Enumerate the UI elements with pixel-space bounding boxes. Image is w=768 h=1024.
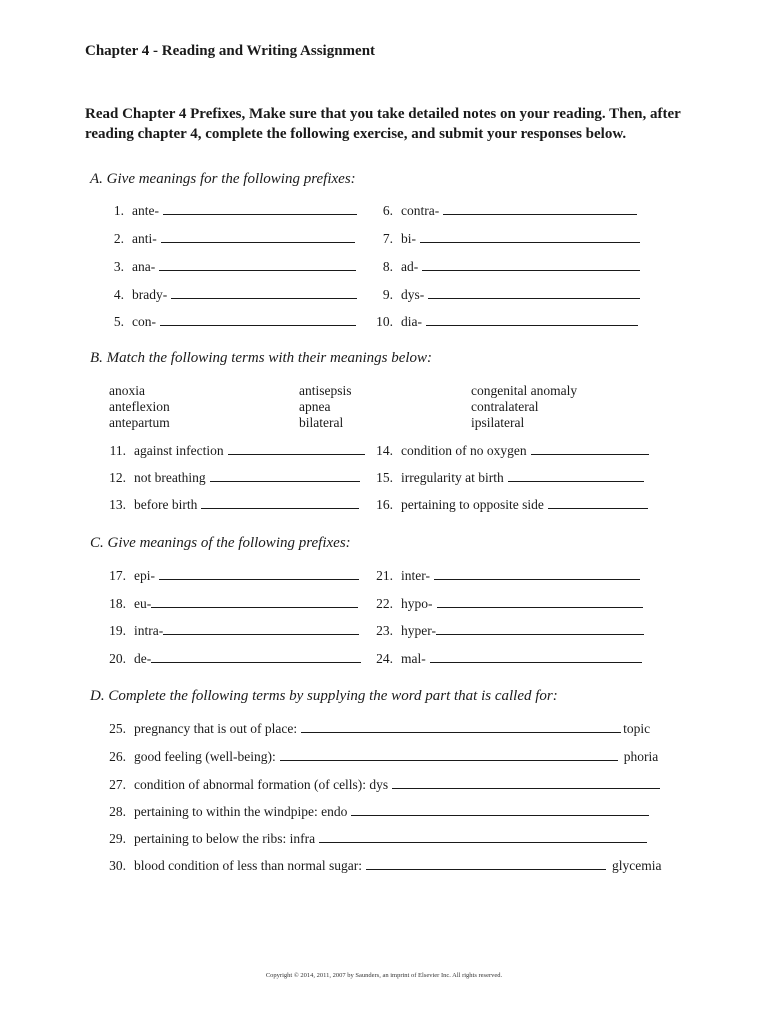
answer-blank[interactable] xyxy=(301,720,621,733)
answer-blank[interactable] xyxy=(426,313,638,326)
item-number: 18. xyxy=(109,596,126,611)
item-text: contra- xyxy=(401,203,440,218)
item-number: 24. xyxy=(376,651,393,666)
item-number: 7. xyxy=(382,231,393,246)
section-d-heading: D. Complete the following terms by supplying the word part that is called for: xyxy=(90,688,558,704)
item-number: 29. xyxy=(109,831,126,846)
prefix-item xyxy=(108,286,357,303)
item-text: epi- xyxy=(134,568,155,583)
prefix-item xyxy=(108,258,356,275)
answer-blank[interactable] xyxy=(280,748,618,761)
item-text: mal- xyxy=(401,651,426,666)
item-text: irregularity at birth xyxy=(401,470,504,485)
answer-blank[interactable] xyxy=(351,803,649,816)
item-number: 12. xyxy=(109,470,126,485)
item-number: 22. xyxy=(376,596,393,611)
word-part-item xyxy=(106,857,661,874)
item-text: inter- xyxy=(401,568,430,583)
item-text: against infection xyxy=(134,443,224,458)
answer-blank[interactable] xyxy=(392,776,660,789)
item-number: 30. xyxy=(109,858,126,873)
item-number: 25. xyxy=(109,721,126,736)
item-text: ante- xyxy=(132,203,159,218)
item-text: pertaining to below the ribs: infra xyxy=(134,831,316,846)
term: apnea xyxy=(299,399,331,414)
item-text: condition of abnormal formation (of cells): dys xyxy=(134,777,389,792)
answer-blank[interactable] xyxy=(171,286,357,299)
term-column xyxy=(299,383,352,431)
item-number: 10. xyxy=(376,314,393,329)
item-text: con- xyxy=(132,314,156,329)
item-text: before birth xyxy=(134,497,198,512)
answer-blank[interactable] xyxy=(436,622,644,635)
item-number: 21. xyxy=(376,568,393,583)
answer-blank[interactable] xyxy=(201,496,359,509)
section-b-heading: B. Match the following terms with their meanings below: xyxy=(90,350,433,366)
answer-blank[interactable] xyxy=(434,567,640,580)
term: anteflexion xyxy=(109,399,170,414)
match-item xyxy=(106,469,360,486)
item-text: hypo- xyxy=(401,596,433,611)
item-number: 3. xyxy=(113,259,124,274)
prefix-item xyxy=(106,595,358,612)
answer-blank[interactable] xyxy=(163,622,359,635)
prefix-item xyxy=(373,567,640,584)
item-text: brady- xyxy=(132,287,168,302)
word-part-item xyxy=(106,776,660,793)
prefix-item xyxy=(106,650,361,667)
prefix-item xyxy=(375,286,640,303)
item-number: 26. xyxy=(109,749,126,764)
item-text: ana- xyxy=(132,259,156,274)
term: contralateral xyxy=(471,399,539,414)
match-item xyxy=(373,442,649,459)
instructions: Read Chapter 4 Prefixes, Make sure that you take detailed notes on your reading. Then, after reading chapter 4, complete the following exercise, and submit your responses below. xyxy=(85,106,681,142)
item-number: 8. xyxy=(382,259,393,274)
word-part-item xyxy=(106,748,658,765)
item-number: 17. xyxy=(109,568,126,583)
answer-blank[interactable] xyxy=(210,469,360,482)
prefix-item xyxy=(106,567,359,584)
item-text: dys- xyxy=(401,287,425,302)
item-text: blood condition of less than normal sugar: xyxy=(134,858,362,873)
answer-blank[interactable] xyxy=(508,469,644,482)
item-text: dia- xyxy=(401,314,422,329)
item-text: condition of no oxygen xyxy=(401,443,527,458)
item-number: 19. xyxy=(109,623,126,638)
match-item xyxy=(373,496,648,513)
prefix-item xyxy=(373,622,644,639)
answer-blank[interactable] xyxy=(443,202,637,215)
item-number: 11. xyxy=(109,443,126,458)
answer-blank[interactable] xyxy=(437,595,643,608)
word-suffix: phoria xyxy=(623,749,659,764)
item-number: 6. xyxy=(382,203,393,218)
match-item xyxy=(373,469,644,486)
item-number: 1. xyxy=(113,203,124,218)
answer-blank[interactable] xyxy=(366,857,606,870)
item-text: pregnancy that is out of place: xyxy=(134,721,298,736)
item-text: not breathing xyxy=(134,470,206,485)
item-number: 13. xyxy=(109,497,126,512)
item-text: pertaining to opposite side xyxy=(401,497,544,512)
term: antisepsis xyxy=(299,383,352,398)
term-column xyxy=(109,383,170,431)
item-number: 15. xyxy=(376,470,393,485)
answer-blank[interactable] xyxy=(163,202,357,215)
answer-blank[interactable] xyxy=(159,258,356,271)
answer-blank[interactable] xyxy=(161,230,355,243)
word-part-item xyxy=(106,803,649,820)
answer-blank[interactable] xyxy=(159,567,359,580)
prefix-item xyxy=(375,258,640,275)
prefix-item xyxy=(373,650,642,667)
word-suffix: glycemia xyxy=(611,858,662,873)
item-text: good feeling (well-being): xyxy=(134,749,276,764)
answer-blank[interactable] xyxy=(420,230,640,243)
term: antepartum xyxy=(109,415,170,430)
prefix-item xyxy=(106,622,359,639)
item-number: 20. xyxy=(109,651,126,666)
answer-blank[interactable] xyxy=(422,258,640,271)
answer-blank[interactable] xyxy=(531,442,649,455)
item-text: bi- xyxy=(401,231,416,246)
item-text: eu- xyxy=(134,596,152,611)
prefix-item xyxy=(108,202,357,219)
copyright-footer: Copyright © 2014, 2011, 2007 by Saunders, an imprint of Elsevier Inc. All rights reserved. xyxy=(265,972,503,979)
item-text: ad- xyxy=(401,259,419,274)
prefix-item xyxy=(108,313,356,330)
section-a-heading: A. Give meanings for the following prefixes: xyxy=(90,171,356,187)
item-number: 9. xyxy=(382,287,393,302)
term: anoxia xyxy=(109,383,145,398)
item-number: 2. xyxy=(113,231,124,246)
word-suffix: topic xyxy=(623,721,651,736)
match-item xyxy=(106,442,365,459)
section-c-heading: C. Give meanings of the following prefixes: xyxy=(90,535,351,551)
term: bilateral xyxy=(299,415,344,430)
term: congenital anomaly xyxy=(471,383,578,398)
item-number: 14. xyxy=(376,443,393,458)
item-text: hyper- xyxy=(401,623,436,638)
item-text: anti- xyxy=(132,231,157,246)
prefix-item xyxy=(375,202,637,219)
prefix-item xyxy=(108,230,355,247)
prefix-item xyxy=(375,230,640,247)
answer-blank[interactable] xyxy=(430,650,642,663)
answer-blank[interactable] xyxy=(319,830,647,843)
match-item xyxy=(106,496,359,513)
answer-blank[interactable] xyxy=(160,313,356,326)
item-text: de- xyxy=(134,651,152,666)
term: ipsilateral xyxy=(471,415,525,430)
item-number: 27. xyxy=(109,777,126,792)
term-column xyxy=(471,383,577,431)
answer-blank[interactable] xyxy=(151,650,361,663)
item-text: intra- xyxy=(134,623,164,638)
word-part-item xyxy=(106,720,650,737)
answer-blank[interactable] xyxy=(228,442,365,455)
item-number: 5. xyxy=(113,314,124,329)
item-number: 28. xyxy=(109,804,126,819)
prefix-item xyxy=(373,595,643,612)
item-number: 4. xyxy=(113,287,124,302)
answer-blank[interactable] xyxy=(548,496,648,509)
item-text: pertaining to within the windpipe: endo xyxy=(134,804,348,819)
item-number: 23. xyxy=(376,623,393,638)
item-number: 16. xyxy=(376,497,393,512)
page-title: Chapter 4 - Reading and Writing Assignment xyxy=(85,43,376,59)
prefix-item xyxy=(375,313,638,330)
answer-blank[interactable] xyxy=(151,595,358,608)
word-part-item xyxy=(106,830,647,847)
answer-blank[interactable] xyxy=(428,286,640,299)
